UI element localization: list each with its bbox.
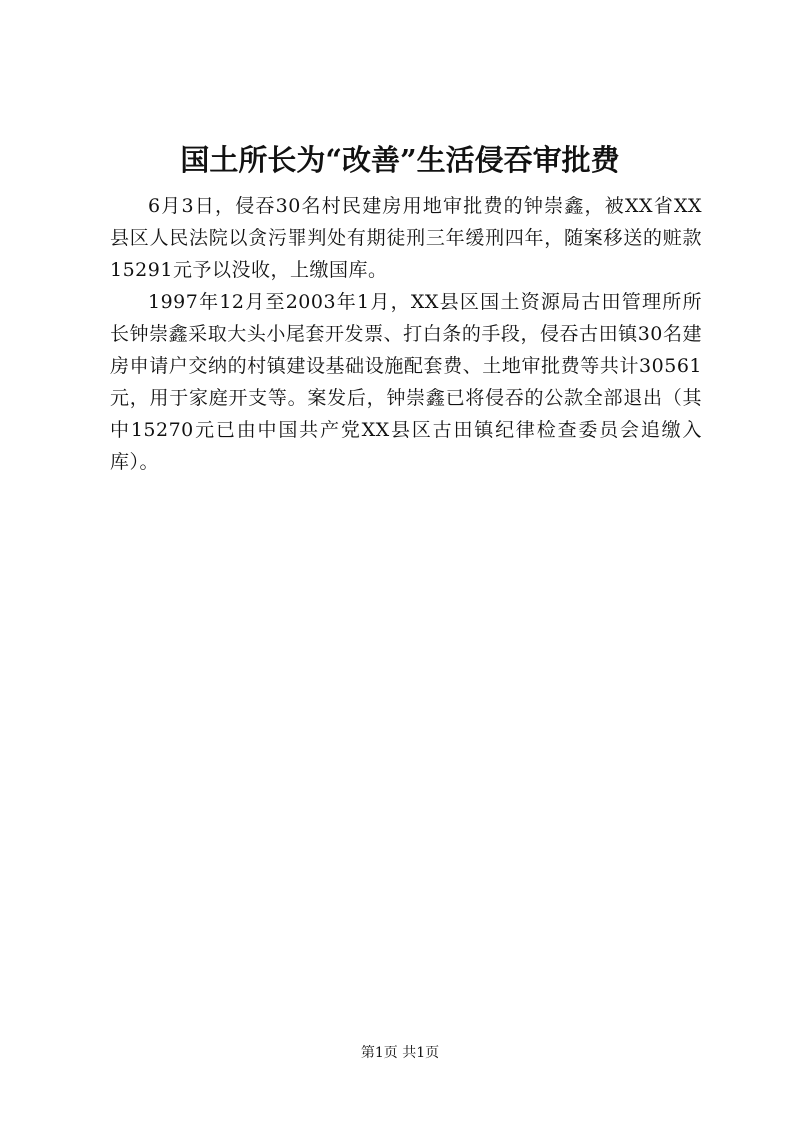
page-number-footer: 第1页 共1页 [360,1045,440,1061]
paragraph-1: 6月3日，侵吞30名村民建房用地审批费的钟崇鑫，被XX省XX县区人民法院以贪污罪判处有期徒刑三年缓刑四年，随案移送的赃款15291元予以没收，上缴国库。 [110,195,702,281]
paragraph-2: 1997年12月至2003年1月，XX县区国土资源局古田管理所所长钟崇鑫采取大头小尾套开发票、打白条的手段，侵吞古田镇30名建房申请户交纳的村镇建设基础设施配套费、土地审批费等共计30561元，用于家庭开支等。案发后，钟崇鑫已将侵吞的公款全部退出（其中15270元已由中国共产党XX县区古田镇纪律检查委员会追缴入库）。 [110,291,702,473]
document-body [110,190,702,478]
document-title: 国土所长为“改善”生活侵吞审批费 [180,143,620,177]
